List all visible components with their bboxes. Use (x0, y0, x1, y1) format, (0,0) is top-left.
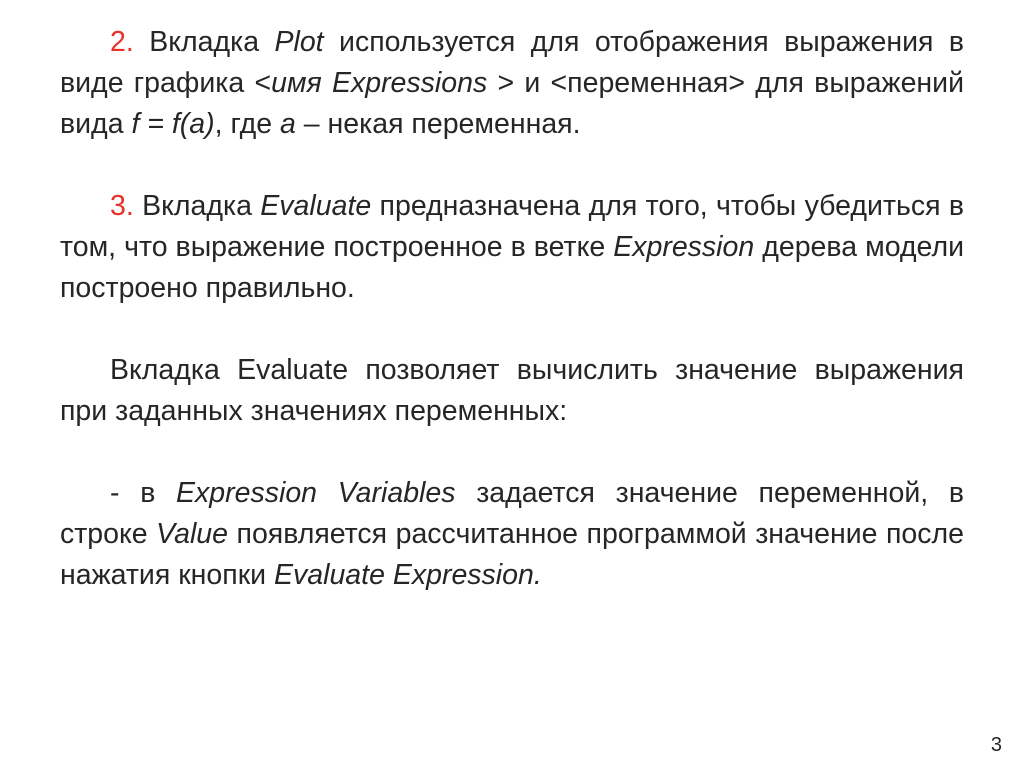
text-segment: появляется рассчитанное программой значение после нажатия кнопки (60, 518, 964, 591)
item-number: 2. (110, 26, 134, 58)
term-expression: Expression (613, 231, 755, 263)
text-segment: > и <переменная> для выражений вида (60, 67, 964, 140)
text-segment: Вкладка (142, 190, 261, 222)
paragraph-evaluate-compute: Вкладка Evaluate позволяет вычислить значение выражения при заданных значениях переменных: (60, 354, 964, 427)
slide-body (60, 22, 964, 596)
term-formula: f = f(a) (131, 108, 215, 140)
term-evaluate-expression: Evaluate Expression. (274, 559, 542, 591)
term-expression-name: имя Expressions (271, 67, 488, 99)
paragraph-evaluate-tab (60, 186, 964, 309)
page-number: 3 (990, 734, 1002, 756)
spacer (60, 432, 964, 473)
text-segment: - в (110, 477, 177, 509)
text-segment: предназначена для того, чтобы убедиться в том, что выражение построенное в ветке (60, 190, 965, 263)
text-segment: задается значение переменной, в строке (60, 477, 964, 550)
paragraph-plot-tab (60, 22, 964, 145)
item-number: 3. (110, 190, 134, 222)
spacer (60, 145, 964, 186)
term-expression-variables: Expression Variables (176, 477, 456, 509)
spacer (60, 309, 964, 350)
text-segment: используется для отображения выражения в виде графика < (60, 26, 964, 99)
text-segment: – некая переменная. (295, 108, 581, 140)
paragraph-expression-variables (60, 473, 964, 596)
term-plot: Plot (274, 26, 324, 58)
text-segment: дерева модели построено правильно. (60, 231, 964, 304)
term-value: Value (156, 518, 228, 550)
text-segment: , где (214, 108, 280, 140)
term-variable: а (279, 108, 296, 140)
term-evaluate: Evaluate (260, 190, 372, 222)
text-segment: Вкладка (149, 26, 275, 58)
